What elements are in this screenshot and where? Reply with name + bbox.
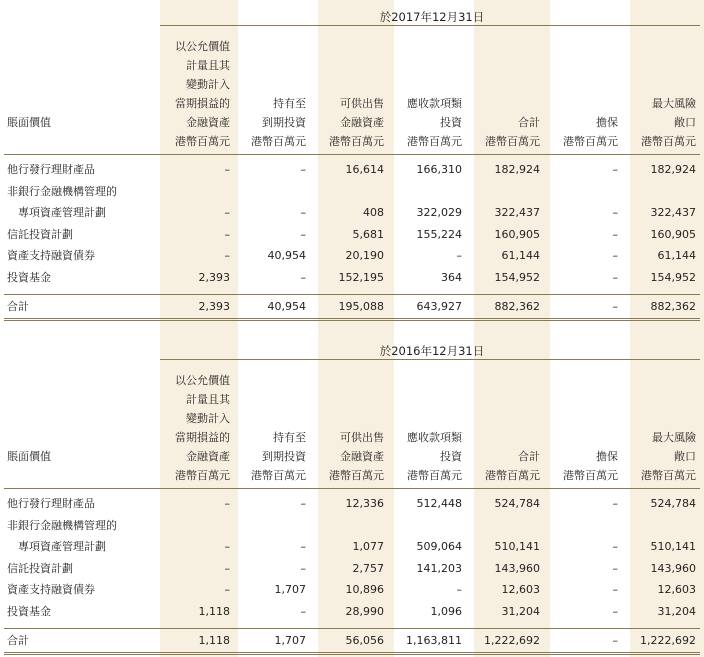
date-title: 於2017年12月31日	[379, 10, 485, 24]
header-recv-line-2: 港幣百萬元	[407, 469, 462, 482]
row-value-fvtpl: –	[224, 583, 230, 596]
row-value-afs: 408	[363, 206, 384, 219]
header-afs-line-1: 金融資產	[340, 116, 384, 129]
row-value-maxexp: 160,905	[650, 227, 696, 241]
row-value-collateral: –	[612, 270, 618, 284]
header-rule	[160, 25, 700, 26]
header-afs-line-2: 港幣百萬元	[329, 135, 384, 148]
header-maxexp-line-2: 港幣百萬元	[641, 469, 696, 482]
row-label: 非銀行金融機構管理的	[7, 518, 117, 532]
total-value-maxexp: 882,362	[650, 300, 696, 313]
header-collateral-line-1: 港幣百萬元	[563, 135, 618, 148]
row-value-afs: 20,190	[345, 249, 384, 262]
row-value-htm: 1,707	[274, 583, 306, 596]
row-value-afs: 5,681	[352, 227, 384, 241]
header-maxexp-line-1: 敞口	[674, 450, 696, 463]
row-label-header: 賬面價值	[7, 450, 51, 463]
row-label: 投資基金	[7, 604, 51, 618]
header-collateral-line-0: 擔保	[596, 450, 618, 463]
row-value-total: 524,784	[494, 497, 540, 510]
row-label: 非銀行金融機構管理的	[7, 184, 117, 198]
row-value-collateral: –	[612, 163, 618, 176]
row-label: 投資基金	[7, 270, 51, 284]
row-value-afs: 16,614	[345, 163, 384, 176]
row-value-htm: –	[300, 163, 306, 176]
table-section-2017	[0, 0, 704, 323]
header-afs-line-0: 可供出售	[340, 97, 384, 110]
header-htm-line-2: 港幣百萬元	[251, 135, 306, 148]
header-rule	[160, 359, 700, 360]
total-bottom-rule	[4, 652, 700, 655]
header-htm-line-2: 港幣百萬元	[251, 469, 306, 482]
total-value-recv: 1,163,811	[406, 634, 462, 647]
row-value-maxexp: 143,960	[650, 561, 696, 575]
header-fvtpl-line-2: 變動計入	[186, 412, 230, 425]
header-afs-line-0: 可供出售	[340, 431, 384, 444]
row-value-recv: 1,096	[430, 604, 462, 618]
header-htm-line-0: 持有至	[273, 97, 306, 110]
total-value-afs: 195,088	[338, 300, 384, 313]
header-bottom-rule	[4, 154, 700, 155]
date-title: 於2016年12月31日	[379, 344, 485, 358]
row-value-htm: –	[300, 270, 306, 284]
row-value-total: 160,905	[494, 227, 540, 241]
row-value-maxexp: 12,603	[657, 583, 696, 596]
row-value-fvtpl: 2,393	[198, 270, 230, 284]
header-recv-line-0: 應收款項類	[407, 431, 462, 444]
row-value-total: 322,437	[494, 206, 540, 219]
row-value-afs: 2,757	[352, 561, 384, 575]
row-value-maxexp: 510,141	[650, 540, 696, 553]
header-fvtpl-line-1: 計量且其	[186, 59, 230, 72]
header-htm-line-1: 到期投資	[262, 116, 306, 129]
row-value-afs: 12,336	[345, 497, 384, 510]
header-maxexp-line-0: 最大風險	[652, 431, 696, 444]
row-value-fvtpl: –	[224, 540, 230, 553]
row-value-recv: 364	[441, 270, 462, 284]
total-value-maxexp: 1,222,692	[640, 634, 696, 647]
row-label: 他行發行理財產品	[7, 497, 95, 510]
header-maxexp-line-2: 港幣百萬元	[641, 135, 696, 148]
header-maxexp-line-1: 敞口	[674, 116, 696, 129]
total-value-total: 882,362	[494, 300, 540, 313]
total-value-total: 1,222,692	[484, 634, 540, 647]
total-value-htm: 1,707	[274, 634, 306, 647]
total-value-fvtpl: 2,393	[198, 300, 230, 313]
row-value-total: 12,603	[501, 583, 540, 596]
row-value-maxexp: 31,204	[657, 604, 696, 618]
row-value-total: 143,960	[494, 561, 540, 575]
row-value-htm: –	[300, 497, 306, 510]
row-value-collateral: –	[612, 249, 618, 262]
row-value-maxexp: 154,952	[650, 270, 696, 284]
row-value-total: 31,204	[501, 604, 540, 618]
row-value-htm: –	[300, 206, 306, 219]
row-value-fvtpl: –	[224, 163, 230, 176]
total-value-collateral: –	[612, 634, 618, 647]
total-bottom-rule	[4, 318, 700, 321]
row-label: 資產支持融資債券	[7, 583, 95, 596]
row-value-fvtpl: –	[224, 561, 230, 575]
row-value-collateral: –	[612, 604, 618, 618]
header-maxexp-line-0: 最大風險	[652, 97, 696, 110]
row-value-collateral: –	[612, 561, 618, 575]
header-afs-line-1: 金融資產	[340, 450, 384, 463]
row-value-afs: 1,077	[352, 540, 384, 553]
row-value-recv: 322,029	[416, 206, 462, 219]
header-recv-line-1: 投資	[440, 450, 462, 463]
header-fvtpl-line-1: 計量且其	[186, 393, 230, 406]
row-value-afs: 28,990	[345, 604, 384, 618]
header-recv-line-0: 應收款項類	[407, 97, 462, 110]
header-htm-line-0: 持有至	[273, 431, 306, 444]
header-collateral-line-0: 擔保	[596, 116, 618, 129]
row-value-recv: 509,064	[416, 540, 462, 553]
row-value-maxexp: 182,924	[650, 163, 696, 176]
total-value-collateral: –	[612, 300, 618, 313]
row-label: 專項資產管理計劃	[18, 206, 106, 219]
header-fvtpl-line-4: 金融資產	[186, 450, 230, 463]
header-total-line-1: 港幣百萬元	[485, 469, 540, 482]
row-value-collateral: –	[612, 206, 618, 219]
header-fvtpl-line-0: 以公允價值	[175, 40, 230, 53]
header-total-line-0: 合計	[518, 116, 540, 129]
header-afs-line-2: 港幣百萬元	[329, 469, 384, 482]
row-value-total: 61,144	[501, 249, 540, 262]
row-label: 專項資產管理計劃	[18, 540, 106, 553]
row-value-collateral: –	[612, 540, 618, 553]
header-fvtpl-line-2: 變動計入	[186, 78, 230, 91]
header-fvtpl-line-5: 港幣百萬元	[175, 469, 230, 482]
row-value-collateral: –	[612, 497, 618, 510]
header-total-line-0: 合計	[518, 450, 540, 463]
row-value-htm: –	[300, 604, 306, 618]
row-value-recv: –	[456, 583, 462, 596]
row-value-fvtpl: –	[224, 497, 230, 510]
row-label: 他行發行理財產品	[7, 163, 95, 176]
header-fvtpl-line-3: 當期損益的	[175, 431, 230, 444]
total-top-rule	[4, 294, 700, 295]
row-value-htm: –	[300, 540, 306, 553]
header-fvtpl-line-4: 金融資產	[186, 116, 230, 129]
row-value-fvtpl: –	[224, 227, 230, 241]
row-value-total: 510,141	[494, 540, 540, 553]
row-value-total: 182,924	[494, 163, 540, 176]
row-value-recv: –	[456, 249, 462, 262]
total-value-fvtpl: 1,118	[198, 634, 230, 647]
row-value-recv: 155,224	[416, 227, 462, 241]
row-label: 信託投資計劃	[7, 561, 73, 575]
row-label: 資產支持融資債券	[7, 249, 95, 262]
row-value-recv: 512,448	[416, 497, 462, 510]
header-bottom-rule	[4, 488, 700, 489]
row-value-recv: 166,310	[416, 163, 462, 176]
row-value-collateral: –	[612, 227, 618, 241]
row-label: 信託投資計劃	[7, 227, 73, 241]
header-recv-line-2: 港幣百萬元	[407, 135, 462, 148]
total-top-rule	[4, 628, 700, 629]
header-fvtpl-line-0: 以公允價值	[175, 374, 230, 387]
row-value-htm: –	[300, 561, 306, 575]
row-value-fvtpl: 1,118	[198, 604, 230, 618]
row-value-fvtpl: –	[224, 206, 230, 219]
header-fvtpl-line-3: 當期損益的	[175, 97, 230, 110]
row-value-maxexp: 322,437	[650, 206, 696, 219]
total-value-recv: 643,927	[416, 300, 462, 313]
total-label: 合計	[7, 634, 29, 647]
row-value-collateral: –	[612, 583, 618, 596]
row-value-fvtpl: –	[224, 249, 230, 262]
header-collateral-line-1: 港幣百萬元	[563, 469, 618, 482]
total-value-htm: 40,954	[267, 300, 306, 313]
row-label-header: 賬面價值	[7, 116, 51, 129]
total-label: 合計	[7, 300, 29, 313]
header-total-line-1: 港幣百萬元	[485, 135, 540, 148]
table-section-2016	[0, 334, 704, 657]
row-value-total: 154,952	[494, 270, 540, 284]
header-fvtpl-line-5: 港幣百萬元	[175, 135, 230, 148]
row-value-maxexp: 61,144	[657, 249, 696, 262]
row-value-afs: 152,195	[338, 270, 384, 284]
row-value-recv: 141,203	[416, 561, 462, 575]
row-value-htm: –	[300, 227, 306, 241]
row-value-maxexp: 524,784	[650, 497, 696, 510]
row-value-htm: 40,954	[267, 249, 306, 262]
total-value-afs: 56,056	[345, 634, 384, 647]
row-value-afs: 10,896	[345, 583, 384, 596]
header-recv-line-1: 投資	[440, 116, 462, 129]
header-htm-line-1: 到期投資	[262, 450, 306, 463]
